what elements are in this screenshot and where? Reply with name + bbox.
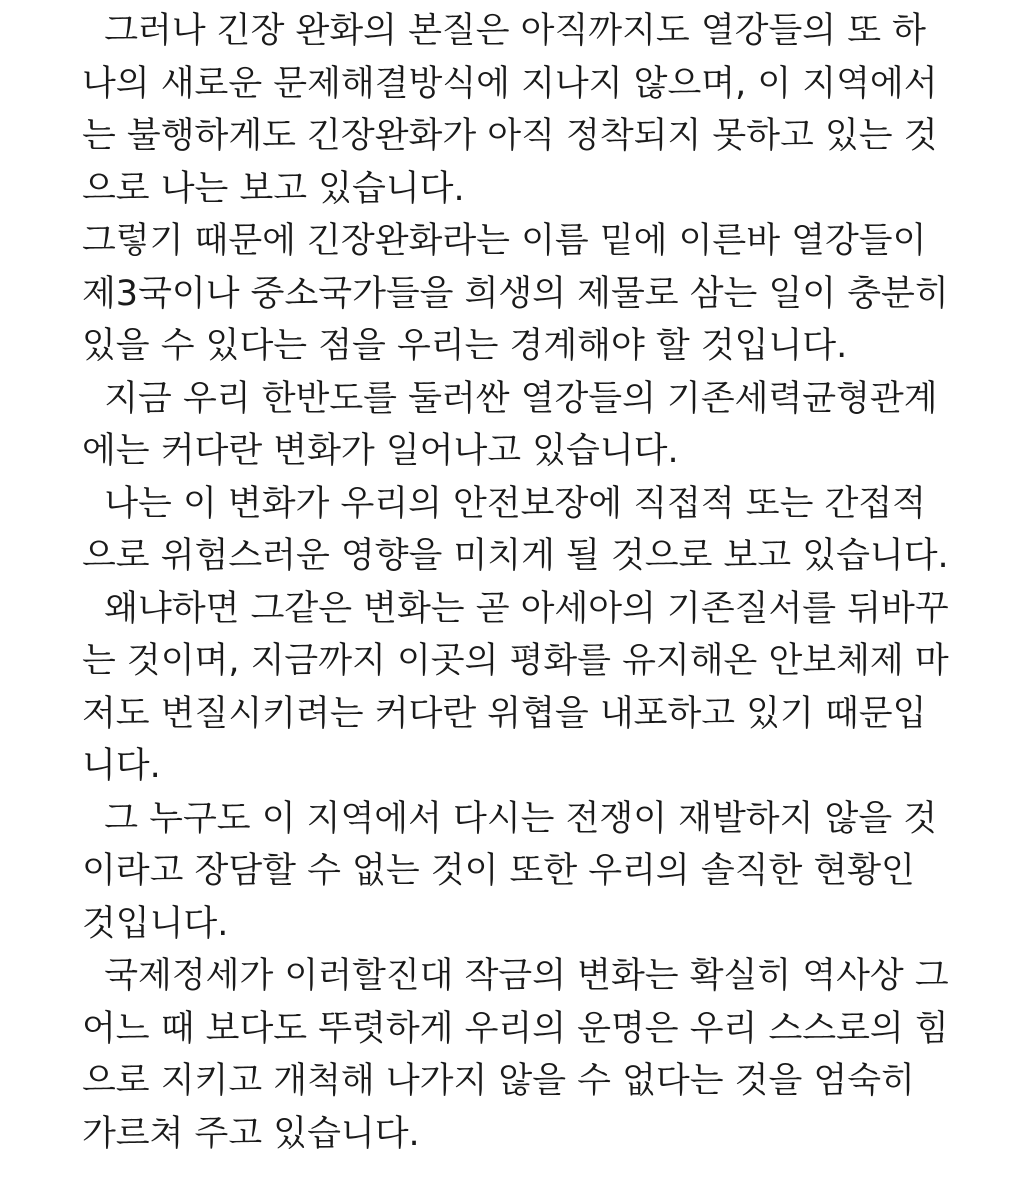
text-line-15: 니다. <box>82 746 161 786</box>
text-line-5: 그렇기 때문에 긴장완화라는 이름 밑에 이른바 열강들이 <box>82 221 927 261</box>
text-line-20: 어느 때 보다도 뚜렷하게 우리의 운명은 우리 스스로의 힘 <box>82 1008 949 1049</box>
text-line-10: 나는 이 변화가 우리의 안전보장에 직접적 또는 간접적 <box>82 483 926 524</box>
text-line-12: 왜냐하면 그같은 변화는 곧 아세아의 기존질서를 뒤바꾸 <box>82 588 949 629</box>
text-line-18: 것입니다. <box>82 903 229 944</box>
text-line-8: 지금 우리 한반도를 둘러싼 열강들의 기존세력균형관계 <box>82 378 938 419</box>
text-line-7: 있을 수 있다는 점을 우리는 경계해야 할 것입니다. <box>82 326 848 366</box>
text-line-22: 가르쳐 주고 있습니다. <box>82 1113 420 1154</box>
text-line-4: 으로 나는 보고 있습니다. <box>82 168 465 209</box>
text-line-19: 국제정세가 이러할진대 작금의 변화는 확실히 역사상 그 <box>82 956 949 996</box>
text-line-21: 으로 지키고 개척해 나가지 않을 수 없다는 것을 엄숙히 <box>82 1061 915 1101</box>
text-line-17: 이라고 장담할 수 없는 것이 또한 우리의 솔직한 현황인 <box>82 851 915 891</box>
text-line-13: 는 것이며, 지금까지 이곳의 평화를 유지해온 안보체제 마 <box>82 641 949 681</box>
text-line-2: 나의 새로운 문제해결방식에 지나지 않으며, 이 지역에서 <box>82 63 938 104</box>
text-line-1: 그러나 긴장 완화의 본질은 아직까지도 열강들의 또 하 <box>82 11 926 51</box>
text-line-9: 에는 커다란 변화가 일어나고 있습니다. <box>82 431 679 471</box>
text-line-11: 으로 위험스러운 영향을 미치게 될 것으로 보고 있습니다. <box>82 536 949 576</box>
text-line-6: 제3국이나 중소국가들을 희생의 제물로 삼는 일이 충분히 <box>82 273 949 314</box>
text-line-16: 그 누구도 이 지역에서 다시는 전쟁이 재발하지 않을 것 <box>82 798 938 839</box>
text-line-3: 는 불행하게도 긴장완화가 아직 정착되지 못하고 있는 것 <box>82 116 938 156</box>
text-line-14: 저도 변질시키려는 커다란 위협을 내포하고 있기 때문입 <box>82 693 927 734</box>
